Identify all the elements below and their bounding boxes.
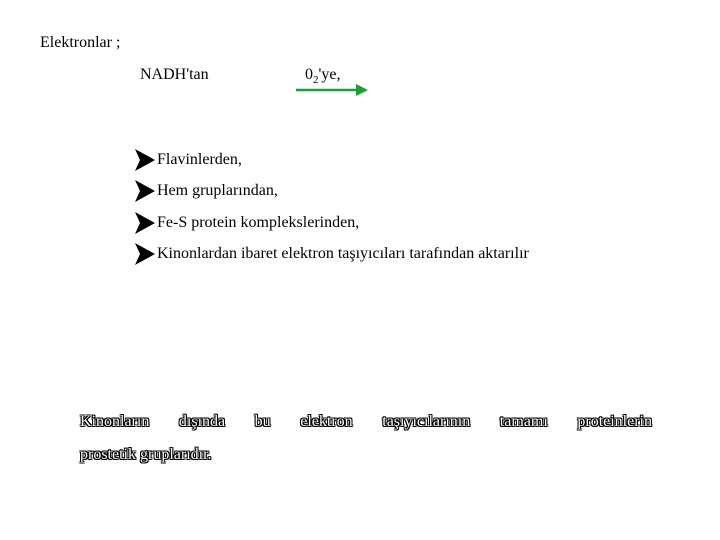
bullet-item — [134, 207, 529, 239]
footnote-line-1: Kinonların dışında bu elektron taşıyıcılarının tamamı proteinlerin — [80, 413, 652, 430]
arrowhead-bullet-icon — [134, 242, 156, 266]
bullet-item — [134, 176, 529, 208]
bullet-text: Flavinlerden, — [157, 150, 242, 168]
footnote-line-2: prostetik gruplarıdır. — [80, 446, 212, 463]
target-suffix: 'ye, — [318, 66, 341, 83]
arrowhead-bullet-icon — [134, 148, 156, 172]
target-subscript: 2 — [313, 74, 319, 86]
bullet-list — [134, 144, 529, 270]
electron-source-label: NADH'tan — [140, 66, 209, 83]
arrowhead-bullet-icon — [134, 179, 156, 203]
bullet-text: Fe-S protein komplekslerinden, — [157, 213, 360, 231]
target-prefix: 0 — [305, 66, 313, 83]
bullet-item — [134, 239, 529, 271]
bullet-item — [134, 144, 529, 176]
arrowhead-bullet-icon — [134, 211, 156, 235]
footnote-text — [80, 405, 652, 471]
bullet-text: Hem gruplarından, — [157, 182, 278, 200]
bullet-text: Kinonlardan ibaret elektron taşıyıcıları tarafından aktarılır — [157, 245, 529, 263]
slide-heading: Elektronlar ; — [40, 34, 121, 51]
right-arrow-icon — [296, 84, 368, 96]
electron-target-label — [305, 66, 340, 86]
